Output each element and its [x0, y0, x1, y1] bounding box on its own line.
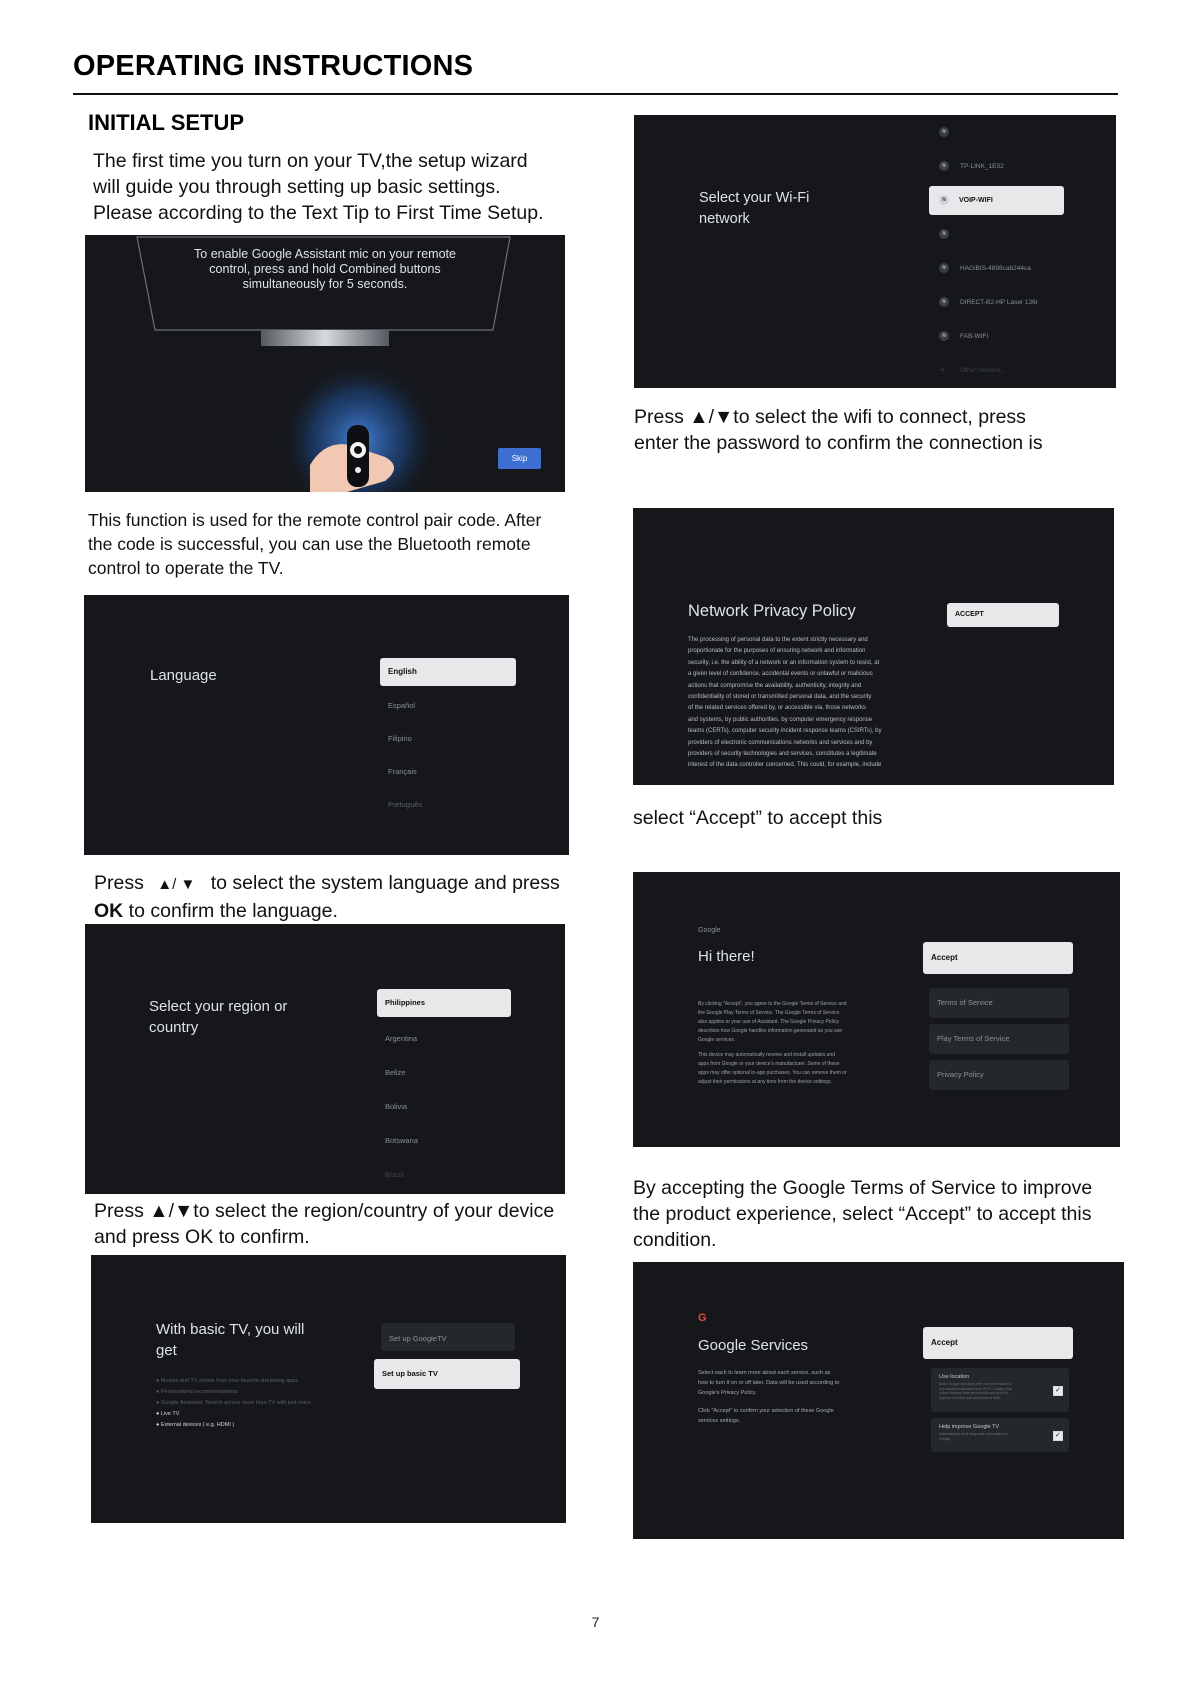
privacy-body-line: interest of the data controller concerned. This could, for example, include	[688, 762, 882, 769]
google-brand-label: Google	[698, 927, 721, 934]
privacy-body-line: actions that compromise the availability, authenticity, integrity and	[688, 682, 862, 689]
region-option-selected[interactable]: Philippines	[377, 989, 511, 1017]
pairing-message-line: To enable Google Assistant mic on your remote	[194, 247, 456, 261]
use-location-toggle[interactable]	[931, 1368, 1069, 1412]
wifi-heading-line: network	[699, 211, 750, 227]
basic-tv-disabled-feature: ● Google Assistant. Search across more than TV with just voice	[156, 1400, 311, 1406]
services-body-line: Google's Privacy Policy.	[698, 1390, 757, 1396]
plus-icon: +	[940, 365, 945, 374]
terms-body-line: apps may offer optional in-app purchases. You can remove them or	[698, 1070, 847, 1076]
region-heading-line: country	[149, 1019, 199, 1036]
region-instruction-line: Press ▲/▼to select the region/country of your device	[94, 1200, 555, 1222]
use-location-description-line: collect location data periodically and use it to	[939, 1391, 1009, 1395]
pairing-message	[185, 247, 465, 292]
language-instruction-line	[94, 870, 560, 898]
basic-tv-feature: ● External devices ( e.g. HDMI )	[156, 1422, 235, 1428]
play-terms-link[interactable]	[929, 1024, 1069, 1054]
press-word: Press	[94, 872, 144, 894]
terms-body-line: describes how Google handles information generated as you use	[698, 1028, 842, 1034]
use-location-description	[939, 1382, 1049, 1400]
terms-body	[698, 1000, 908, 1087]
play-terms-label: Play Terms of Service	[937, 1034, 1010, 1043]
language-heading: Language	[150, 667, 217, 684]
terms-heading: Hi there!	[698, 948, 755, 965]
help-improve-description-line: Automatically send diagnostic information to	[939, 1432, 1008, 1436]
wifi-icon: ≋	[939, 229, 949, 239]
intro-line: The first time you turn on your TV,the setup wizard	[93, 150, 528, 172]
region-option[interactable]: Belize	[385, 1068, 406, 1077]
region-instruction	[94, 1198, 554, 1250]
language-instruction-line	[94, 898, 560, 924]
language-instruction-text: to select the system language and press	[210, 872, 560, 894]
wifi-heading-line: Select your Wi-Fi	[699, 190, 810, 206]
screen-basic-tv	[91, 1255, 566, 1523]
wifi-icon: ≋	[939, 195, 949, 205]
wifi-icon: ≋	[939, 297, 949, 307]
language-option-selected[interactable]: English	[380, 658, 516, 686]
privacy-body-line: confidentiality of stored or transmitted personal data, and the security	[688, 694, 872, 701]
arrow-keys-glyph: ▲/ ▼	[157, 876, 196, 893]
language-instruction-text: to confirm the language.	[128, 900, 338, 922]
intro-line: will guide you through setting up basic settings.	[93, 176, 501, 198]
privacy-body-line: a given level of confidence, accidental events or unlawful or malicious	[688, 671, 873, 678]
terms-of-service-link[interactable]	[929, 988, 1069, 1018]
services-body-line: Select each to learn more about each service, such as	[698, 1370, 831, 1376]
privacy-policy-label: Privacy Policy	[937, 1070, 984, 1079]
page-title: OPERATING INSTRUCTIONS	[73, 50, 474, 82]
terms-instruction	[633, 1175, 1092, 1253]
use-location-description-line: improve services and anonymized data.	[939, 1395, 1001, 1400]
terms-body-line: Google services.	[698, 1037, 736, 1043]
wifi-network-item[interactable]: FAB-WIFI	[960, 333, 989, 340]
checkbox-checked-icon[interactable]: ✓	[1053, 1431, 1063, 1441]
title-divider	[73, 93, 1118, 95]
services-body-line: how to turn it on or off later. Data will be used according to	[698, 1380, 840, 1386]
use-location-description-line: use location estimated from Wi-Fi. Google may	[939, 1386, 1012, 1391]
region-option[interactable]: Bolivia	[385, 1102, 408, 1111]
pairing-description-line: the code is successful, you can use the Bluetooth remote	[88, 534, 531, 554]
screen-remote-pairing	[85, 235, 565, 492]
privacy-body-line: of the related services offered by, or accessible via, those networks	[688, 705, 866, 712]
terms-instruction-line: By accepting the Google Terms of Service to improve	[633, 1177, 1093, 1199]
terms-body-line: By clicking "Accept", you agree to the Google Terms of Service and	[698, 1001, 847, 1007]
privacy-body-line: providers of electronic communications networks and services and by	[688, 739, 873, 746]
region-option[interactable]: Argentina	[385, 1034, 418, 1043]
terms-body-line: also applies to your use of Assistant. The Google Privacy Policy	[698, 1019, 839, 1025]
privacy-body-line: and systems, by public authorities, by computer emergency response	[688, 716, 873, 723]
screen-network-privacy	[633, 508, 1114, 785]
pairing-description	[88, 508, 541, 580]
privacy-instruction: select “Accept” to accept this	[633, 807, 883, 829]
privacy-body-line: The processing of personal data to the extent strictly necessary and	[688, 637, 868, 643]
region-option[interactable]: Botswana	[385, 1136, 418, 1145]
terms-instruction-line: condition.	[633, 1229, 717, 1251]
section-title: INITIAL SETUP	[88, 110, 245, 135]
ok-key-label: OK	[94, 900, 124, 922]
terms-body-line: This device may automatically receive and install updates and	[698, 1052, 836, 1058]
intro-paragraph	[93, 148, 544, 226]
region-heading	[149, 996, 287, 1038]
privacy-policy-link[interactable]	[929, 1060, 1069, 1090]
language-option[interactable]: Français	[388, 767, 417, 776]
basic-tv-feature: ● Live TV	[156, 1411, 180, 1417]
terms-accept-button[interactable]: Accept	[923, 942, 1073, 974]
setup-basic-tv-option[interactable]: Set up basic TV	[374, 1359, 520, 1389]
basic-tv-heading-line: With basic TV, you will	[156, 1321, 305, 1338]
screen-language	[84, 595, 569, 855]
wifi-network-item[interactable]: TP-LINK_1E02	[960, 163, 1004, 170]
wifi-network-selected[interactable]: VOIP-WIFI	[929, 186, 1064, 215]
other-network-item[interactable]: Other network...	[960, 367, 1007, 374]
terms-of-service-label: Terms of Service	[937, 998, 993, 1007]
language-option[interactable]: Filipino	[388, 734, 412, 743]
language-instruction	[94, 870, 560, 924]
checkbox-checked-icon[interactable]: ✓	[1053, 1386, 1063, 1396]
use-location-title: Use location	[939, 1374, 970, 1380]
language-option[interactable]: Español	[388, 701, 416, 710]
help-improve-toggle[interactable]	[931, 1418, 1069, 1452]
privacy-heading: Network Privacy Policy	[688, 602, 856, 620]
pairing-description-line: control to operate the TV.	[88, 558, 284, 578]
wifi-network-item[interactable]: HAGiBIS-4898cab244ca	[960, 265, 1031, 272]
terms-instruction-line: the product experience, select “Accept” to accept this	[633, 1203, 1092, 1225]
privacy-body-line: proportionate for the purposes of ensuring network and information	[688, 648, 866, 655]
wifi-icon: ≋	[939, 127, 949, 137]
basic-tv-heading	[156, 1319, 304, 1361]
services-body-line: Click "Accept" to confirm your selection of these Google	[698, 1408, 834, 1414]
basic-tv-heading-line: get	[156, 1342, 177, 1359]
wifi-icon: ≋	[939, 263, 949, 273]
screen-google-services	[633, 1262, 1124, 1539]
region-instruction-line: and press OK to confirm.	[94, 1226, 310, 1248]
page-number: 7	[591, 1614, 600, 1630]
help-improve-title: Help improve Google TV	[939, 1424, 1000, 1430]
privacy-body	[688, 635, 948, 772]
wifi-instruction	[634, 404, 1043, 456]
pairing-description-line: This function is used for the remote control pair code. After	[88, 510, 542, 530]
wifi-network-item[interactable]: DIRECT-B2-HP Laser 136r	[960, 299, 1038, 306]
pairing-message-line: control, press and hold Combined buttons	[209, 262, 441, 276]
skip-button[interactable]: Skip	[498, 448, 541, 469]
basic-tv-disabled-feature: ● Movies and TV shows from your favorite streaming apps	[156, 1378, 299, 1384]
wifi-instruction-line: enter the password to confirm the connection is	[634, 432, 1043, 454]
wifi-heading	[699, 188, 809, 230]
wifi-instruction-line: Press ▲/▼to select the wifi to connect, press	[634, 406, 1026, 428]
setup-google-tv-option[interactable]	[381, 1323, 515, 1351]
language-option[interactable]: Português	[388, 800, 423, 809]
privacy-accept-button[interactable]: ACCEPT	[947, 603, 1059, 627]
help-improve-description	[939, 1432, 1049, 1441]
use-location-description-line: Allow Google and apps with your permission to	[939, 1382, 1012, 1386]
services-accept-button[interactable]: Accept	[923, 1327, 1073, 1359]
screen-wifi	[634, 115, 1116, 388]
privacy-body-line: teams (CERTs), computer security incident response teams (CSIRTs), by	[688, 728, 882, 735]
region-option[interactable]: Brazil	[385, 1170, 404, 1179]
google-g-icon: G	[698, 1312, 707, 1324]
privacy-body-line: providers of security technologies and services, constitutes a legitimate	[688, 751, 877, 758]
terms-body-line: apps from Google or your device's manufacturer. Some of these	[698, 1061, 840, 1067]
basic-tv-disabled-feature: ● Personalized recommendations	[156, 1389, 238, 1395]
screen-terms	[633, 872, 1120, 1147]
screen-region	[85, 924, 565, 1194]
setup-google-tv-label: Set up GoogleTV	[389, 1334, 447, 1343]
intro-line: Please according to the Text Tip to First Time Setup.	[93, 202, 544, 224]
wifi-icon: ≋	[939, 161, 949, 171]
privacy-body-line: security, i.e. the ability of a network or an information system to resist, at	[688, 659, 880, 666]
region-heading-line: Select your region or	[149, 998, 288, 1015]
services-body	[698, 1368, 898, 1426]
services-body-line: services settings.	[698, 1418, 741, 1424]
pairing-message-line: simultaneously for 5 seconds.	[242, 277, 408, 291]
services-heading: Google Services	[698, 1337, 809, 1354]
help-improve-description-line: Google	[939, 1436, 951, 1441]
wifi-icon: ≋	[939, 331, 949, 341]
terms-body-line: the Google Play Terms of Service. The Google Terms of Service	[698, 1010, 840, 1016]
terms-body-line: adjust their permissions at any time from the device settings.	[698, 1079, 832, 1085]
